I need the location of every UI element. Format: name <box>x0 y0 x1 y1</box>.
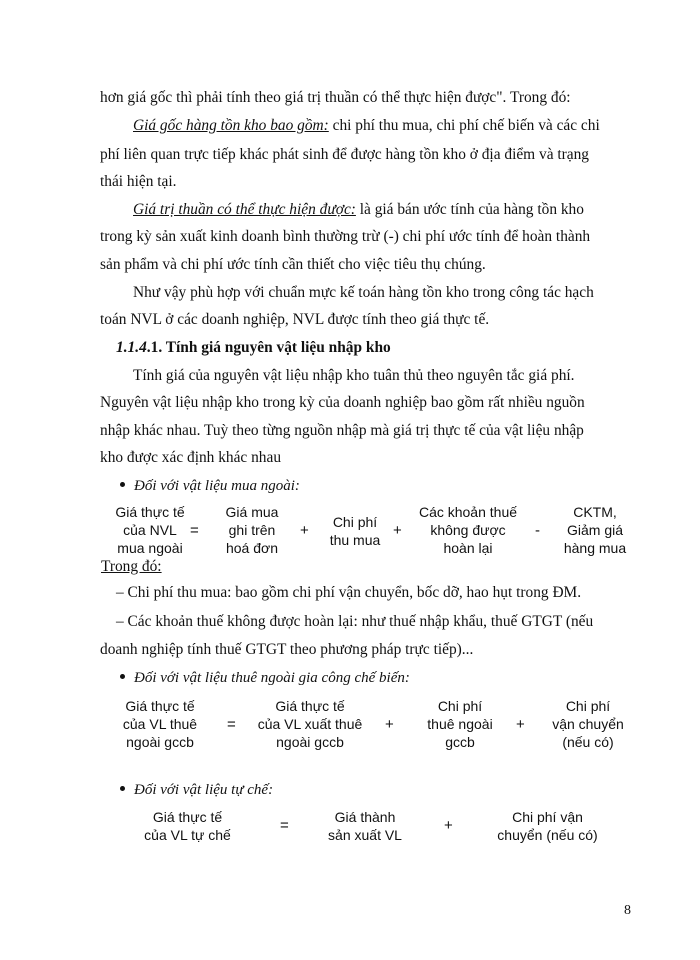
paragraph-line: Nguyên vật liệu nhập kho trong kỳ của doanh nghiệp bao gồm rất nhiều nguồn <box>100 394 585 411</box>
paragraph-line: nhập khác nhau. Tuỳ theo từng nguồn nhập mà giá trị thực tế của vật liệu nhập <box>100 422 584 439</box>
formula-term: Giá thực tế của VL xuất thuê ngoài gccb <box>257 698 363 750</box>
formula-term: Giá thành sản xuất VL <box>328 809 402 843</box>
paragraph-line: Như vậy phù hợp với chuẩn mực kế toán hàng tồn kho trong công tác hạch <box>133 284 594 301</box>
bullet-item <box>120 780 273 800</box>
minus-sign: - <box>535 522 540 539</box>
bullet-icon <box>120 482 125 487</box>
heading-number: 1.1.4 <box>116 339 147 356</box>
formula-term: Giá thực tế của VL thuê ngoài gccb <box>122 698 198 750</box>
formula-term: Giá thực tế của VL tự chế <box>144 809 231 843</box>
equals-sign: = <box>190 522 199 539</box>
paragraph-line <box>133 116 600 136</box>
plus-sign: + <box>385 716 394 733</box>
paragraph-line: hơn giá gốc thì phải tính theo giá trị thuần có thể thực hiện được". Trong đó: <box>100 89 571 106</box>
page-number: 8 <box>624 903 631 918</box>
notes-title: Trong đó: <box>101 558 162 575</box>
paragraph-line: Tính giá của nguyên vật liệu nhập kho tuân thủ theo nguyên tắc giá phí. <box>133 367 575 384</box>
note-line: doanh nghiệp tính thuế GTGT theo phương pháp trực tiếp)... <box>100 641 474 658</box>
bullet-item <box>120 476 300 496</box>
formula-term: CKTM, Giảm giá hàng mua <box>563 504 627 556</box>
formula-term: Giá mua ghi trên hoá đơn <box>225 504 279 556</box>
equals-sign: = <box>280 817 289 834</box>
plus-sign: + <box>300 522 309 539</box>
formula-term: Giá thực tế của NVL mua ngoài <box>115 504 185 556</box>
paragraph-line: sản phẩm và chi phí ước tính cần thiết cho việc tiêu thụ chúng. <box>100 256 486 273</box>
formula-term: Chi phí vận chuyển (nếu có) <box>552 698 624 750</box>
bullet-text: Đối với vật liệu thuê ngoài gia công chế biến: <box>134 670 410 686</box>
paragraph-line: phí liên quan trực tiếp khác phát sinh để được hàng tồn kho ở địa điểm và trạng <box>100 146 589 163</box>
section-heading <box>116 338 391 358</box>
formula-term: Chi phí thu mua <box>329 514 381 548</box>
plus-sign: + <box>444 817 453 834</box>
paragraph-text: chi phí thu mua, chi phí chế biến và các chi <box>328 117 600 134</box>
bullet-icon <box>120 786 125 791</box>
paragraph-line: kho được xác định khác nhau <box>100 449 282 466</box>
formula-term: Chi phí vận chuyển (nếu có) <box>497 809 598 843</box>
plus-sign: + <box>393 522 402 539</box>
paragraph-line: toán NVL ở các doanh nghiệp, NVL được tính theo giá thực tế. <box>100 311 490 328</box>
bullet-text: Đối với vật liệu tự chế: <box>134 782 274 798</box>
bullet-icon <box>120 674 125 679</box>
heading-text: .1. Tính giá nguyên vật liệu nhập kho <box>146 339 391 356</box>
bullet-item <box>120 668 410 688</box>
paragraph-text: là giá bán ước tính của hàng tồn kho <box>355 201 584 218</box>
formula-term: Các khoản thuế không được hoàn lại <box>418 504 518 556</box>
bullet-text: Đối với vật liệu mua ngoài: <box>134 478 300 494</box>
plus-sign: + <box>516 716 525 733</box>
formula-term: Chi phí thuê ngoài gccb <box>427 698 493 750</box>
paragraph-line: thái hiện tại. <box>100 173 177 190</box>
term-underlined: Giá gốc hàng tồn kho bao gồm: <box>133 117 329 134</box>
note-line: – Chi phí thu mua: bao gồm chi phí vận chuyển, bốc dỡ, hao hụt trong ĐM. <box>116 584 582 601</box>
paragraph-line <box>133 200 584 220</box>
paragraph-line: trong kỳ sản xuất kinh doanh bình thường trừ (-) chi phí ước tính để hoàn thành <box>100 228 591 245</box>
term-underlined: Giá trị thuần có thể thực hiện được: <box>133 201 356 218</box>
note-line: – Các khoản thuế không được hoàn lại: như thuế nhập khẩu, thuế GTGT (nếu <box>116 613 594 630</box>
equals-sign: = <box>227 716 236 733</box>
